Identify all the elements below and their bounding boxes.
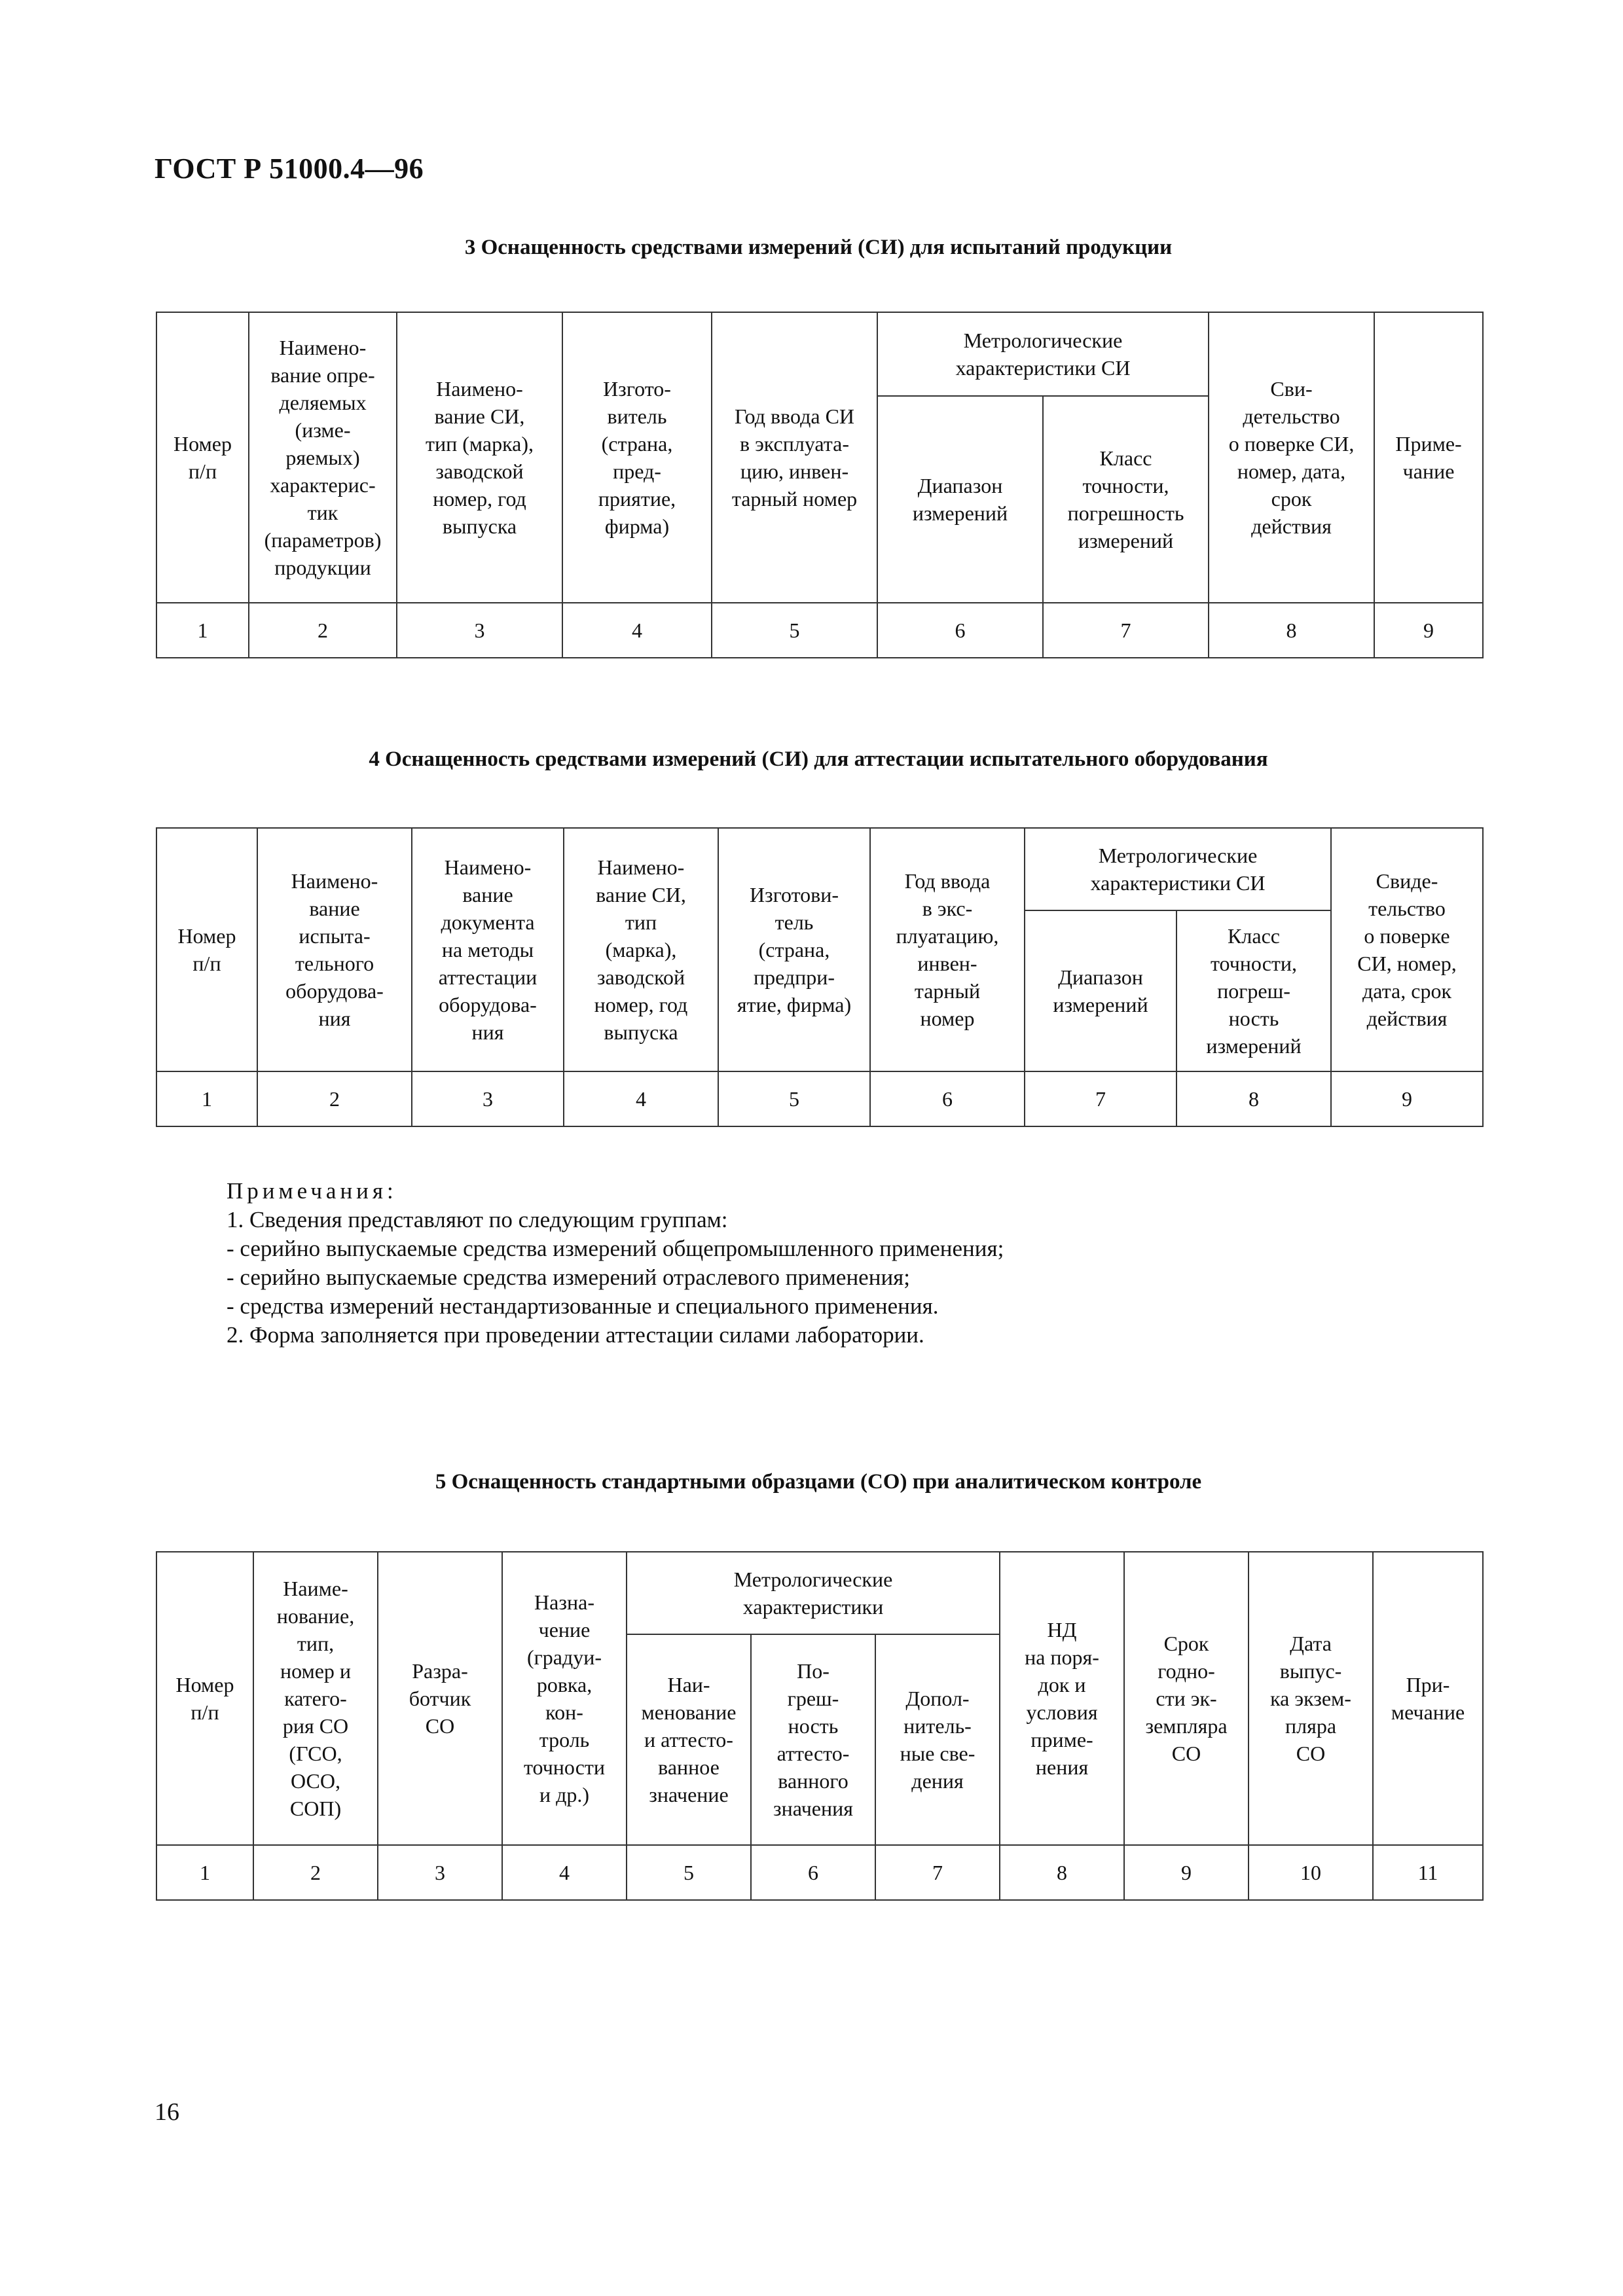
- s4-header-method-document: Наимено- вание документа на методы аттестации оборудова- ния: [412, 828, 564, 1071]
- notes-heading: Примечания:: [227, 1178, 397, 1204]
- s3-header-commissioning-year: Год ввода СИ в эксплуата- цию, инвен- тарный номер: [712, 312, 877, 603]
- s5-header-certified-value: Наи- менование и аттесто- ванное значение: [627, 1634, 751, 1845]
- s5-col-number: 9: [1124, 1845, 1249, 1900]
- s5-col-number: 4: [502, 1845, 627, 1900]
- s5-col-number: 10: [1249, 1845, 1373, 1900]
- section-4-title: 4 Оснащенность средствами измерений (СИ) для аттестации испытательного оборудования: [369, 747, 1268, 771]
- s5-col-number: 1: [156, 1845, 253, 1900]
- notes-line: 1. Сведения представляют по следующим группам:: [227, 1207, 728, 1232]
- notes-line: 2. Форма заполняется при проведении аттестации силами лаборатории.: [227, 1322, 924, 1348]
- s5-header-normative-document: НД на поря- док и условия приме- нения: [1000, 1552, 1124, 1845]
- s4-header-accuracy: Класс точности, погреш- ность измерений: [1176, 910, 1331, 1071]
- s3-col-number: 4: [562, 603, 712, 658]
- section-3-table: [156, 312, 1484, 658]
- s5-col-number: 5: [627, 1845, 751, 1900]
- s5-header-additional-info: Допол- нитель- ные све- дения: [875, 1634, 1000, 1845]
- s4-col-number: 9: [1331, 1071, 1483, 1126]
- s3-col-number: 1: [156, 603, 249, 658]
- s5-header-shelf-life: Срок годно- сти эк- земпляра СО: [1124, 1552, 1249, 1845]
- s3-header-accuracy: Класс точности, погрешность измерений: [1043, 396, 1209, 603]
- s3-header-instrument-name: Наимено- вание СИ, тип (марка), заводской номер, год выпуска: [397, 312, 562, 603]
- notes-block: [227, 1177, 1004, 1350]
- s4-header-number: Номер п/п: [156, 828, 257, 1071]
- section-4-table: [156, 827, 1484, 1127]
- s4-col-number: 7: [1025, 1071, 1176, 1126]
- s5-header-value-error: По- греш- ность аттесто- ванного значения: [751, 1634, 875, 1845]
- s5-col-number: 7: [875, 1845, 1000, 1900]
- s5-col-number: 8: [1000, 1845, 1124, 1900]
- s4-col-number: 1: [156, 1071, 257, 1126]
- s4-col-number: 4: [564, 1071, 718, 1126]
- s3-col-number: 3: [397, 603, 562, 658]
- s4-header-manufacturer: Изготови- тель (страна, предпри- ятие, фирма): [718, 828, 870, 1071]
- notes-line: - средства измерений нестандартизованные и специального применения.: [227, 1293, 939, 1319]
- s3-header-range: Диапазон измерений: [877, 396, 1043, 603]
- s3-header-number: Номер п/п: [156, 312, 249, 603]
- s4-header-commissioning-year: Год ввода в экс- плуатацию, инвен- тарный номер: [870, 828, 1025, 1071]
- document-code: ГОСТ Р 51000.4—96: [155, 152, 424, 185]
- section-5-title: 5 Оснащенность стандартными образцами (СО) при аналитическом контроле: [435, 1470, 1202, 1494]
- notes-line: - серийно выпускаемые средства измерений отраслевого применения;: [227, 1265, 911, 1290]
- s5-header-metrological-group: Метрологические характеристики: [627, 1552, 1000, 1634]
- s5-col-number: 11: [1373, 1845, 1483, 1900]
- s5-header-purpose: Назна- чение (градуи- ровка, кон- троль точности и др.): [502, 1552, 627, 1845]
- s4-header-instrument-name: Наимено- вание СИ, тип (марка), заводской номер, год выпуска: [564, 828, 718, 1071]
- s3-col-number: 8: [1209, 603, 1374, 658]
- s5-col-number: 2: [253, 1845, 378, 1900]
- notes-line: - серийно выпускаемые средства измерений общепромышленного применения;: [227, 1236, 1004, 1261]
- section-3-title: 3 Оснащенность средствами измерений (СИ) для испытаний продукции: [464, 236, 1173, 259]
- s5-col-number: 6: [751, 1845, 875, 1900]
- s3-header-manufacturer: Изгото- витель (страна, пред- приятие, фирма): [562, 312, 712, 603]
- section-5-table: [156, 1551, 1484, 1901]
- s3-col-number: 6: [877, 603, 1043, 658]
- s4-header-metrological-group: Метрологические характеристики СИ: [1025, 828, 1331, 910]
- s3-header-certificate: Сви- детельство о поверке СИ, номер, дата, срок действия: [1209, 312, 1374, 603]
- s4-col-number: 2: [257, 1071, 412, 1126]
- s3-col-number: 2: [249, 603, 397, 658]
- s5-header-developer: Разра- ботчик СО: [378, 1552, 502, 1845]
- s5-header-note: При- мечание: [1373, 1552, 1483, 1845]
- s5-header-sample-name: Наиме- нование, тип, номер и катего- рия СО (ГСО, ОСО, СОП): [253, 1552, 378, 1845]
- s5-header-release-date: Дата выпус- ка экзем- пляра СО: [1249, 1552, 1373, 1845]
- s4-header-range: Диапазон измерений: [1025, 910, 1176, 1071]
- s3-col-number: 9: [1374, 603, 1483, 658]
- s3-col-number: 5: [712, 603, 877, 658]
- s5-header-number: Номер п/п: [156, 1552, 253, 1845]
- s4-col-number: 5: [718, 1071, 870, 1126]
- s4-col-number: 3: [412, 1071, 564, 1126]
- s4-col-number: 6: [870, 1071, 1025, 1126]
- s3-header-metrological-group: Метрологические характеристики СИ: [877, 312, 1209, 396]
- s5-col-number: 3: [378, 1845, 502, 1900]
- s4-header-certificate: Свиде- тельство о поверке СИ, номер, дата, срок действия: [1331, 828, 1483, 1071]
- s3-header-note: Приме- чание: [1374, 312, 1483, 603]
- s4-col-number: 8: [1176, 1071, 1331, 1126]
- s3-col-number: 7: [1043, 603, 1209, 658]
- s3-header-characteristics: Наимено- вание опре- деляемых (изме- ряемых) характерис- тик (параметров) продукции: [249, 312, 397, 603]
- s4-header-equipment-name: Наимено- вание испыта- тельного оборудова- ния: [257, 828, 412, 1071]
- page-number: 16: [155, 2098, 179, 2126]
